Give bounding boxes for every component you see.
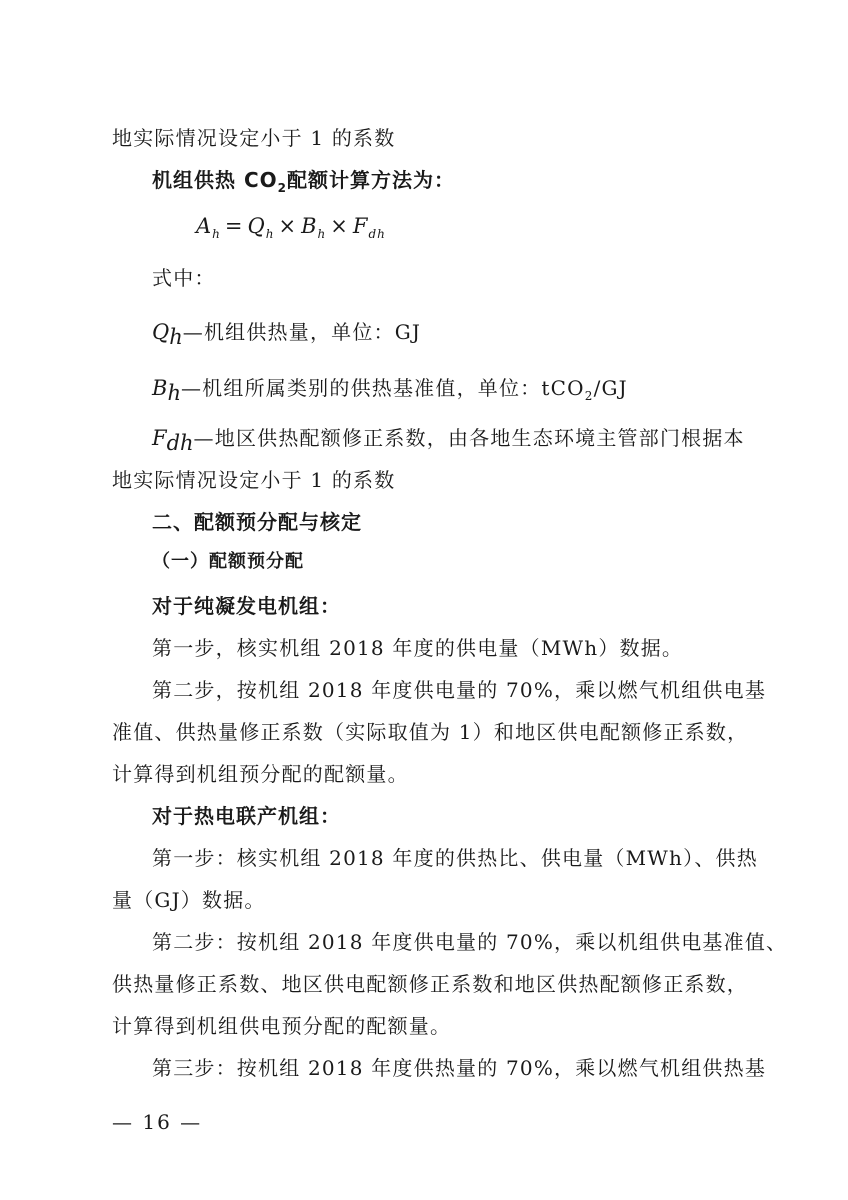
definition-line: [152, 374, 782, 410]
text-line: 第一步：核实机组 2018 年度的供热比、供电量（MWh）、供热: [152, 846, 758, 870]
formula-sub: h: [265, 227, 275, 242]
subscript: 2: [584, 389, 594, 403]
subscript: 2: [277, 181, 288, 195]
formula-sub: dh: [368, 227, 386, 242]
text-line: 计算得到机组预分配的配额量。: [112, 762, 409, 786]
subsection-heading: （一）配额预分配: [152, 551, 304, 572]
var-b: B: [152, 376, 168, 400]
text-line: 第一步，核实机组 2018 年度的供电量（MWh）数据。: [152, 636, 684, 660]
formula-times: ×: [278, 214, 298, 238]
paragraph-heading: 对于纯凝发电机组：: [152, 594, 341, 618]
heading-part: 配额计算方法为：: [287, 168, 456, 192]
formula-b: B: [301, 214, 318, 238]
section-heading: [152, 166, 782, 202]
text-line: 第三步：按机组 2018 年度供热量的 70%，乘以燃气机组供热基: [152, 1056, 767, 1080]
text-line: 地实际情况设定小于 1 的系数: [112, 468, 396, 492]
text-line: 准值、供热量修正系数（实际取值为 1）和地区供电配额修正系数，: [112, 720, 749, 744]
definition-line: [152, 424, 782, 457]
var-sub: h: [169, 325, 183, 349]
formula-lhs: A: [196, 214, 213, 238]
formula-sub: h: [212, 227, 221, 242]
formula-sub: h: [317, 227, 327, 242]
paragraph-heading: 对于热电联产机组：: [152, 804, 341, 828]
var-q: Q: [152, 320, 170, 344]
definition-line: [152, 318, 782, 351]
formula: [196, 212, 386, 248]
text-line: 第二步：按机组 2018 年度供电量的 70%，乘以机组供电基准值、: [152, 930, 788, 954]
text-line: 第二步，按机组 2018 年度供电量的 70%，乘以燃气机组供电基: [152, 678, 767, 702]
definition-text: —机组供热量，单位：GJ: [182, 320, 422, 344]
definition-text: —地区供热配额修正系数，由各地生态环境主管部门根据本: [193, 426, 745, 450]
page-number: — 16 —: [112, 1110, 203, 1134]
var-sub: h: [167, 381, 181, 405]
heading-part: 机组供热 CO: [152, 168, 278, 192]
definition-text: —机组所属类别的供热基准值，单位：tCO: [180, 376, 585, 400]
formula-times: ×: [330, 214, 349, 238]
definition-text: /GJ: [593, 376, 628, 400]
text-line: 地实际情况设定小于 1 的系数: [112, 126, 396, 150]
formula-eq: =: [224, 214, 244, 238]
section-heading: 二、配额预分配与核定: [152, 510, 362, 534]
text-line: 式中：: [152, 266, 216, 290]
formula-f: F: [352, 214, 369, 238]
var-sub: dh: [166, 431, 194, 455]
formula-q: Q: [247, 214, 266, 238]
var-f: F: [152, 426, 167, 450]
text-line: 供热量修正系数、地区供电配额修正系数和地区供热配额修正系数，: [112, 972, 748, 996]
text-line: 量（GJ）数据。: [112, 888, 266, 912]
text-line: 计算得到机组供电预分配的配额量。: [112, 1014, 452, 1038]
